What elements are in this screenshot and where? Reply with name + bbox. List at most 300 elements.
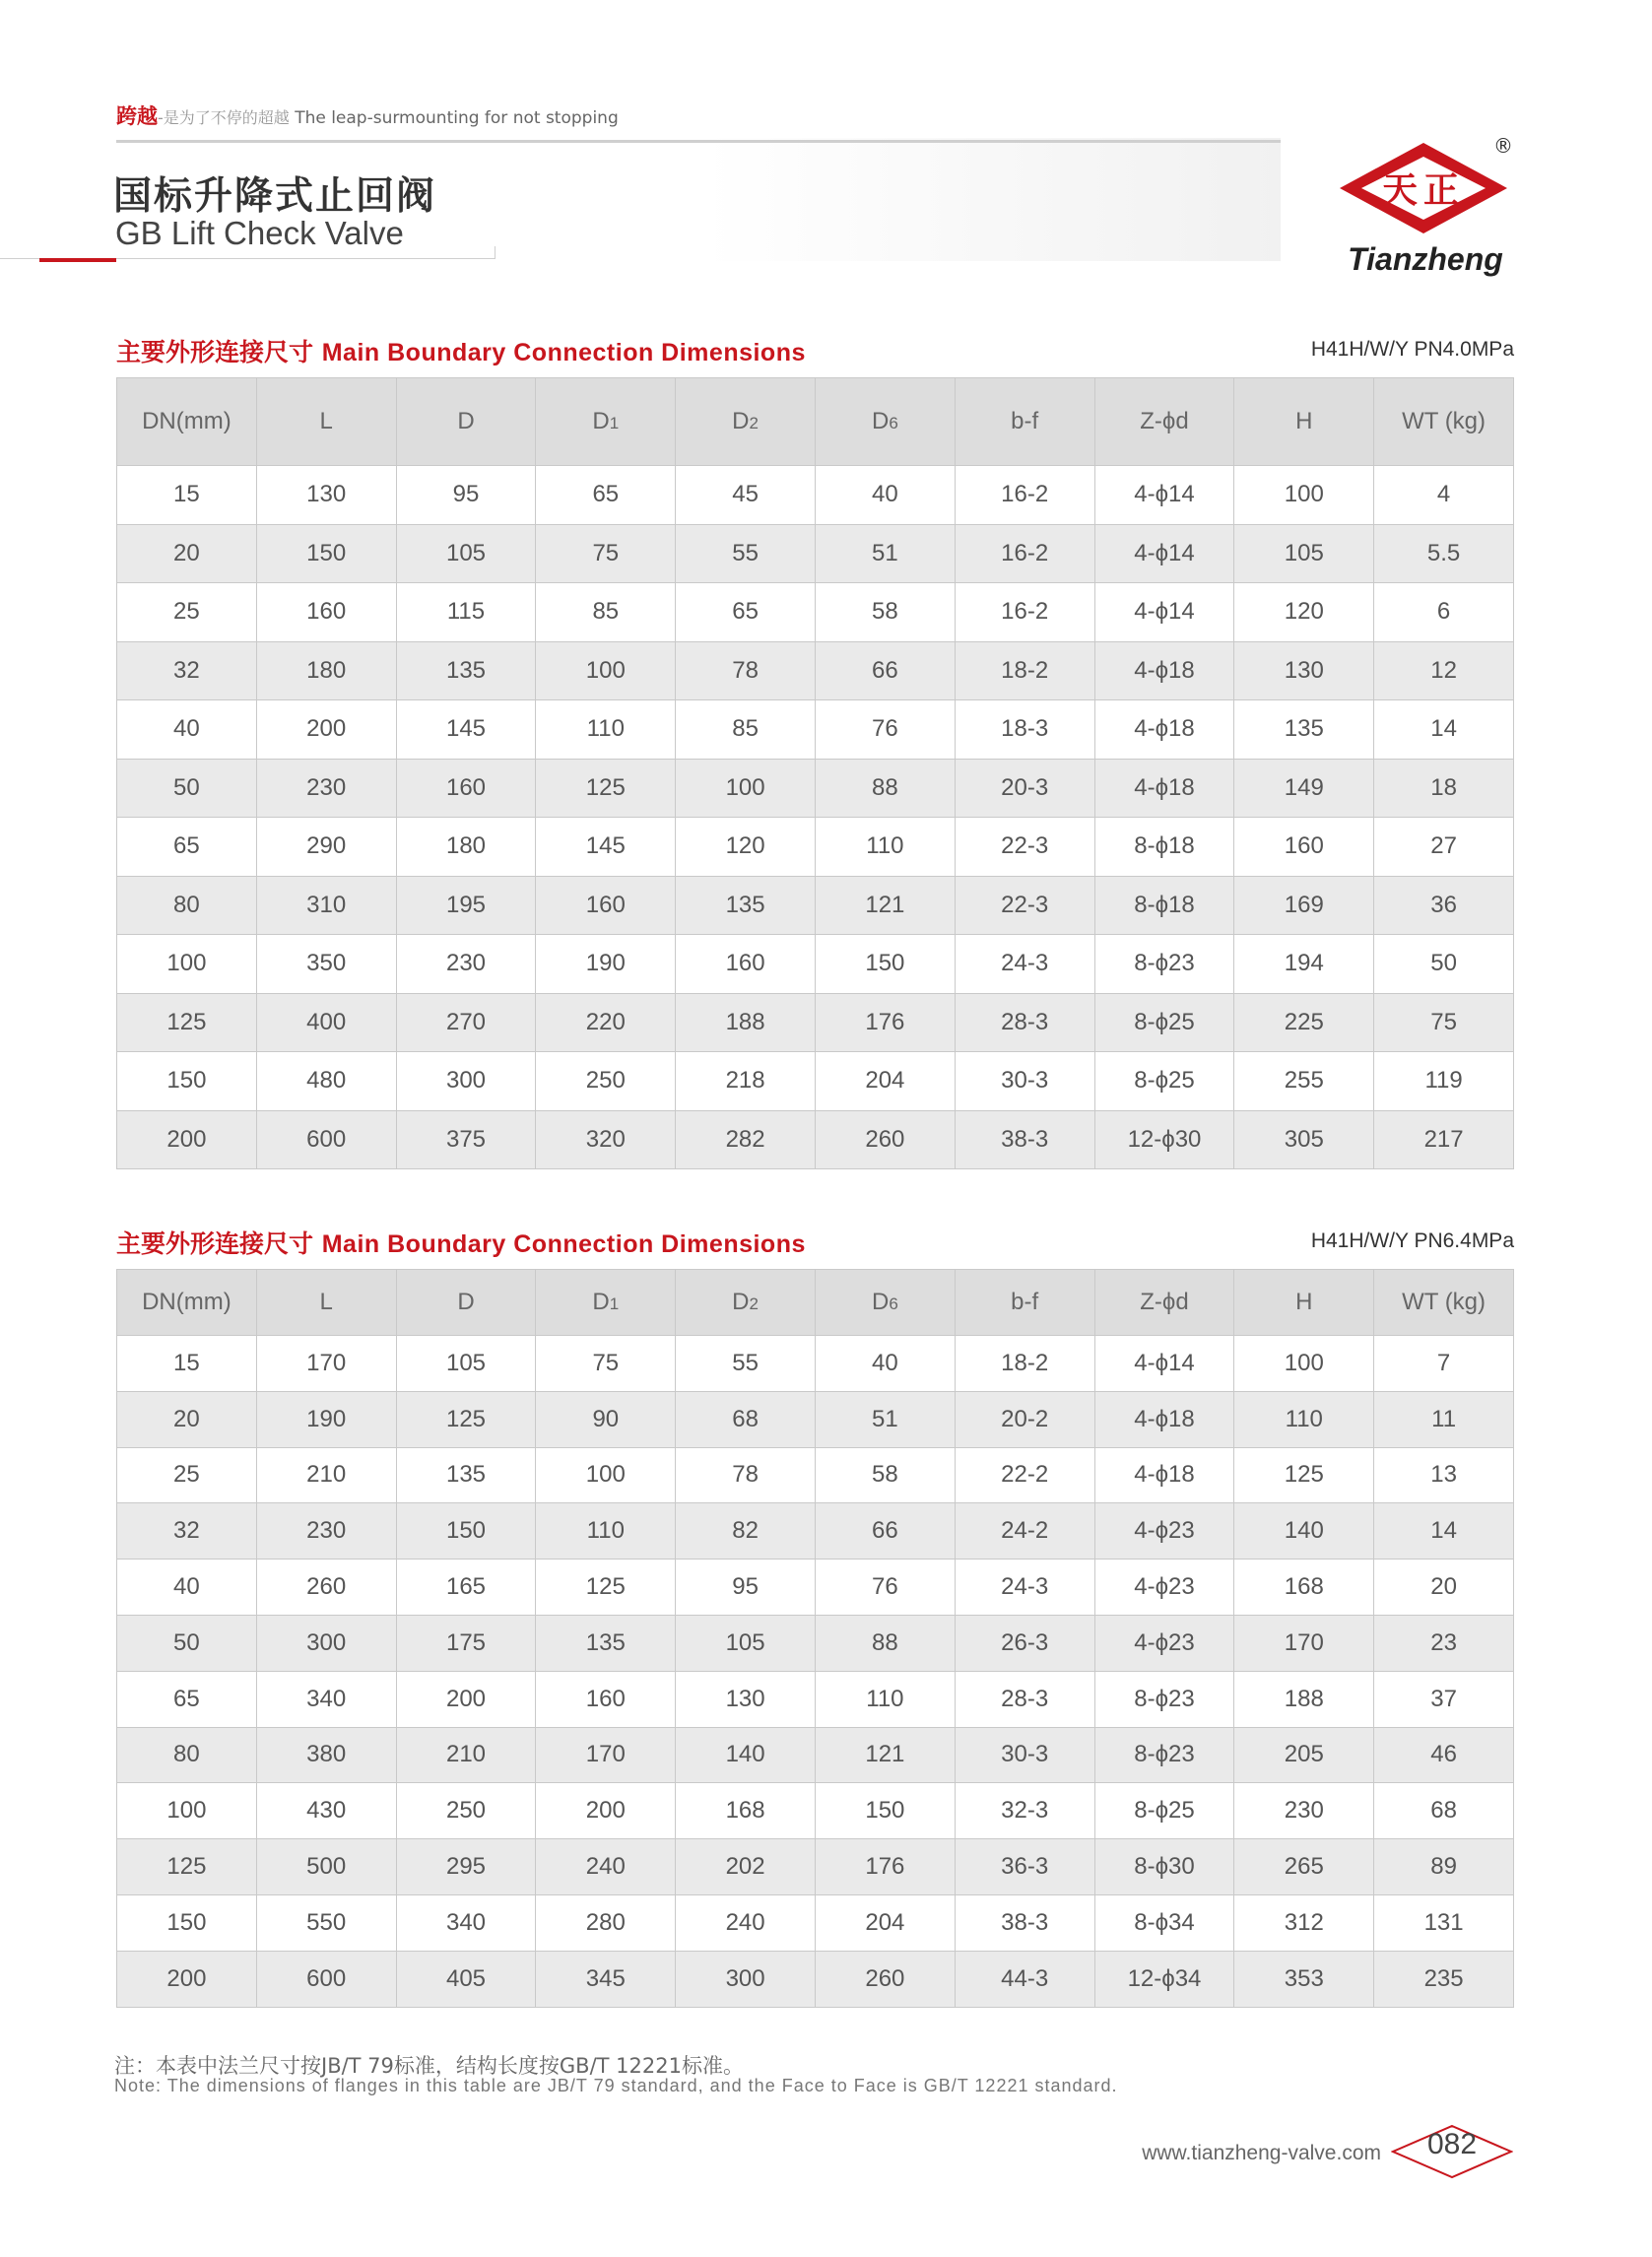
table-cell: 140 xyxy=(1234,1503,1374,1560)
table-cell: 430 xyxy=(256,1783,396,1839)
table-cell: 40 xyxy=(117,1560,257,1616)
table-cell: 204 xyxy=(815,1894,955,1951)
table-cell: 18-3 xyxy=(955,700,1094,760)
table-cell: 130 xyxy=(1234,641,1374,700)
table-cell: 160 xyxy=(1234,818,1374,877)
table-row xyxy=(117,1052,1514,1111)
table-cell: 160 xyxy=(256,583,396,642)
table-cell: 18 xyxy=(1374,759,1514,818)
table-cell: 40 xyxy=(815,1336,955,1392)
table-cell: 160 xyxy=(536,876,676,935)
table-cell: 188 xyxy=(1234,1671,1374,1727)
table-cell: 44-3 xyxy=(955,1951,1094,2007)
model-label-pn40: H41H/W/Y PN4.0MPa xyxy=(1310,338,1514,361)
table-cell: 75 xyxy=(536,524,676,583)
col-dn: DN(mm) xyxy=(117,378,257,466)
table-cell: 400 xyxy=(256,993,396,1052)
table-cell: 135 xyxy=(396,641,536,700)
table-cell: 22-2 xyxy=(955,1447,1094,1503)
table-cell: 145 xyxy=(396,700,536,760)
table-cell: 130 xyxy=(676,1671,816,1727)
table-cell: 168 xyxy=(676,1783,816,1839)
table-cell: 32-3 xyxy=(955,1783,1094,1839)
table-cell: 82 xyxy=(676,1503,816,1560)
table-row xyxy=(117,818,1514,877)
table-cell: 4-ϕ23 xyxy=(1094,1615,1234,1671)
table-cell: 600 xyxy=(256,1951,396,2007)
table-cell: 37 xyxy=(1374,1671,1514,1727)
table-cell: 28-3 xyxy=(955,993,1094,1052)
table-cell: 270 xyxy=(396,993,536,1052)
table-cell: 23 xyxy=(1374,1615,1514,1671)
table-row xyxy=(117,1615,1514,1671)
table-cell: 115 xyxy=(396,583,536,642)
page-title-en: GB Lift Check Valve xyxy=(115,215,404,251)
table-cell: 200 xyxy=(117,1951,257,2007)
table-cell: 150 xyxy=(256,524,396,583)
table-cell: 75 xyxy=(1374,993,1514,1052)
col-d6: D6 xyxy=(815,1270,955,1336)
table-cell: 15 xyxy=(117,466,257,525)
slogan-highlight: 跨越 xyxy=(116,104,158,128)
table-cell: 50 xyxy=(1374,935,1514,994)
table-cell: 200 xyxy=(117,1110,257,1169)
table-cell: 8-ϕ23 xyxy=(1094,1727,1234,1783)
table-cell: 27 xyxy=(1374,818,1514,877)
table-cell: 125 xyxy=(1234,1447,1374,1503)
table-cell: 145 xyxy=(536,818,676,877)
section-title-cn: 主要外形连接尺寸 xyxy=(116,338,314,366)
table-cell: 340 xyxy=(396,1894,536,1951)
table-cell: 210 xyxy=(256,1447,396,1503)
table-cell: 89 xyxy=(1374,1839,1514,1895)
table-cell: 75 xyxy=(536,1336,676,1392)
table-cell: 85 xyxy=(676,700,816,760)
table-cell: 140 xyxy=(676,1727,816,1783)
title-accent-bar xyxy=(39,258,116,262)
note-cn: 注：本表中法兰尺寸按JB/T 79标准，结构长度按GB/T 12221标准。 xyxy=(114,2054,744,2078)
table-cell: 65 xyxy=(117,818,257,877)
table-cell: 200 xyxy=(396,1671,536,1727)
table-cell: 26-3 xyxy=(955,1615,1094,1671)
table-cell: 50 xyxy=(117,1615,257,1671)
table-cell: 150 xyxy=(815,1783,955,1839)
table-cell: 160 xyxy=(676,935,816,994)
table-cell: 125 xyxy=(396,1391,536,1447)
table-cell: 100 xyxy=(117,1783,257,1839)
col-zd: Z-ϕd xyxy=(1094,1270,1234,1336)
table-cell: 150 xyxy=(815,935,955,994)
table-cell: 20-3 xyxy=(955,759,1094,818)
table-cell: 8-ϕ23 xyxy=(1094,935,1234,994)
table-cell: 194 xyxy=(1234,935,1374,994)
table-cell: 40 xyxy=(117,700,257,760)
table-cell: 250 xyxy=(396,1783,536,1839)
table-cell: 135 xyxy=(396,1447,536,1503)
table-cell: 150 xyxy=(117,1894,257,1951)
table-cell: 55 xyxy=(676,524,816,583)
table-cell: 36 xyxy=(1374,876,1514,935)
slogan-en: The leap-surmounting for not stopping xyxy=(295,108,619,128)
table-header-row xyxy=(117,378,1514,466)
table-body-pn64 xyxy=(117,1336,1514,2008)
table-cell: 4-ϕ23 xyxy=(1094,1560,1234,1616)
col-d: D xyxy=(396,1270,536,1336)
slogan-cn: -是为了不停的超越 xyxy=(158,108,290,127)
table-cell: 20 xyxy=(117,524,257,583)
table-cell: 8-ϕ25 xyxy=(1094,1052,1234,1111)
table-row xyxy=(117,1110,1514,1169)
table-row xyxy=(117,1839,1514,1895)
table-cell: 51 xyxy=(815,1391,955,1447)
table-cell: 100 xyxy=(536,641,676,700)
table-cell: 22-3 xyxy=(955,818,1094,877)
table-cell: 16-2 xyxy=(955,524,1094,583)
table-cell: 4-ϕ18 xyxy=(1094,1391,1234,1447)
table-cell: 225 xyxy=(1234,993,1374,1052)
col-d6: D6 xyxy=(815,378,955,466)
table-cell: 55 xyxy=(676,1336,816,1392)
table-cell: 16-2 xyxy=(955,583,1094,642)
col-zd: Z-ϕd xyxy=(1094,378,1234,466)
table-cell: 38-3 xyxy=(955,1110,1094,1169)
table-cell: 165 xyxy=(396,1560,536,1616)
section-title-cn: 主要外形连接尺寸 xyxy=(116,1229,314,1258)
table-cell: 65 xyxy=(117,1671,257,1727)
table-cell: 345 xyxy=(536,1951,676,2007)
table-cell: 120 xyxy=(1234,583,1374,642)
title-underline-tick xyxy=(495,246,496,259)
table-cell: 121 xyxy=(815,876,955,935)
table-cell: 14 xyxy=(1374,1503,1514,1560)
table-cell: 85 xyxy=(536,583,676,642)
table-cell: 28-3 xyxy=(955,1671,1094,1727)
table-cell: 88 xyxy=(815,1615,955,1671)
table-cell: 100 xyxy=(536,1447,676,1503)
table-cell: 24-2 xyxy=(955,1503,1094,1560)
table-cell: 80 xyxy=(117,1727,257,1783)
header-slogan xyxy=(116,100,619,130)
table-cell: 110 xyxy=(815,1671,955,1727)
section-title-en: Main Boundary Connection Dimensions xyxy=(321,339,806,366)
table-cell: 5.5 xyxy=(1374,524,1514,583)
col-l: L xyxy=(256,1270,396,1336)
table-cell: 200 xyxy=(536,1783,676,1839)
table-cell: 353 xyxy=(1234,1951,1374,2007)
table-cell: 45 xyxy=(676,466,816,525)
table-cell: 190 xyxy=(256,1391,396,1447)
table-cell: 300 xyxy=(396,1052,536,1111)
table-cell: 8-ϕ30 xyxy=(1094,1839,1234,1895)
table-row xyxy=(117,993,1514,1052)
table-cell: 375 xyxy=(396,1110,536,1169)
table-cell: 190 xyxy=(536,935,676,994)
table-cell: 78 xyxy=(676,1447,816,1503)
table-cell: 149 xyxy=(1234,759,1374,818)
table-cell: 30-3 xyxy=(955,1727,1094,1783)
table-cell: 65 xyxy=(676,583,816,642)
table-cell: 119 xyxy=(1374,1052,1514,1111)
table-cell: 88 xyxy=(815,759,955,818)
table-cell: 51 xyxy=(815,524,955,583)
table-cell: 188 xyxy=(676,993,816,1052)
table-cell: 250 xyxy=(536,1052,676,1111)
table-cell: 280 xyxy=(536,1894,676,1951)
table-cell: 160 xyxy=(396,759,536,818)
table-cell: 176 xyxy=(815,993,955,1052)
table-cell: 22-3 xyxy=(955,876,1094,935)
table-cell: 105 xyxy=(1234,524,1374,583)
table-cell: 8-ϕ23 xyxy=(1094,1671,1234,1727)
table-cell: 168 xyxy=(1234,1560,1374,1616)
table-cell: 12 xyxy=(1374,641,1514,700)
table-row xyxy=(117,700,1514,760)
table-cell: 105 xyxy=(396,1336,536,1392)
table-cell: 32 xyxy=(117,641,257,700)
table-cell: 105 xyxy=(396,524,536,583)
table-row xyxy=(117,759,1514,818)
table-cell: 20 xyxy=(117,1391,257,1447)
table-cell: 260 xyxy=(256,1560,396,1616)
table-cell: 290 xyxy=(256,818,396,877)
table-cell: 100 xyxy=(676,759,816,818)
table-cell: 76 xyxy=(815,700,955,760)
table-cell: 4-ϕ14 xyxy=(1094,1336,1234,1392)
page-number: 082 xyxy=(1426,2128,1478,2160)
table-cell: 4-ϕ23 xyxy=(1094,1503,1234,1560)
table-cell: 260 xyxy=(815,1110,955,1169)
table-cell: 235 xyxy=(1374,1951,1514,2007)
col-bf: b-f xyxy=(955,378,1094,466)
table-cell: 40 xyxy=(815,466,955,525)
col-dn: DN(mm) xyxy=(117,1270,257,1336)
table-row xyxy=(117,1727,1514,1783)
table-cell: 76 xyxy=(815,1560,955,1616)
table-cell: 202 xyxy=(676,1839,816,1895)
table-cell: 195 xyxy=(396,876,536,935)
model-label-pn64: H41H/W/Y PN6.4MPa xyxy=(1310,1229,1514,1252)
table-cell: 8-ϕ18 xyxy=(1094,818,1234,877)
table-body-pn40 xyxy=(117,466,1514,1169)
table-cell: 175 xyxy=(396,1615,536,1671)
table-cell: 295 xyxy=(396,1839,536,1895)
table-cell: 100 xyxy=(1234,1336,1374,1392)
table-row xyxy=(117,1560,1514,1616)
table-cell: 11 xyxy=(1374,1391,1514,1447)
table-cell: 4-ϕ14 xyxy=(1094,583,1234,642)
table-cell: 58 xyxy=(815,1447,955,1503)
table-cell: 210 xyxy=(396,1727,536,1783)
table-cell: 4 xyxy=(1374,466,1514,525)
table-cell: 135 xyxy=(1234,700,1374,760)
section-title-en: Main Boundary Connection Dimensions xyxy=(321,1230,806,1258)
col-h: H xyxy=(1234,1270,1374,1336)
table-cell: 68 xyxy=(676,1391,816,1447)
table-cell: 350 xyxy=(256,935,396,994)
table-row xyxy=(117,1951,1514,2007)
table-cell: 65 xyxy=(536,466,676,525)
col-d: D xyxy=(396,378,536,466)
table-cell: 4-ϕ14 xyxy=(1094,524,1234,583)
table-cell: 230 xyxy=(256,1503,396,1560)
table-cell: 66 xyxy=(815,641,955,700)
table-cell: 135 xyxy=(536,1615,676,1671)
table-cell: 58 xyxy=(815,583,955,642)
table-row xyxy=(117,466,1514,525)
table-cell: 125 xyxy=(536,759,676,818)
table-cell: 180 xyxy=(256,641,396,700)
table-cell: 4-ϕ18 xyxy=(1094,700,1234,760)
table-cell: 50 xyxy=(117,759,257,818)
col-d1: D1 xyxy=(536,1270,676,1336)
table-cell: 4-ϕ18 xyxy=(1094,759,1234,818)
table-cell: 170 xyxy=(256,1336,396,1392)
col-d2: D2 xyxy=(676,1270,816,1336)
table-cell: 68 xyxy=(1374,1783,1514,1839)
table-cell: 18-2 xyxy=(955,1336,1094,1392)
page-title-cn: 国标升降式止回阀 xyxy=(113,174,437,219)
logo-wordmark: Tianzheng xyxy=(1348,241,1503,277)
table-cell: 230 xyxy=(396,935,536,994)
col-l: L xyxy=(256,378,396,466)
table-cell: 600 xyxy=(256,1110,396,1169)
col-d1: D1 xyxy=(536,378,676,466)
col-bf: b-f xyxy=(955,1270,1094,1336)
table-row xyxy=(117,524,1514,583)
table-cell: 38-3 xyxy=(955,1894,1094,1951)
table-cell: 20-2 xyxy=(955,1391,1094,1447)
table-row xyxy=(117,583,1514,642)
table-cell: 260 xyxy=(815,1951,955,2007)
table-cell: 240 xyxy=(536,1839,676,1895)
logo-mark-text: 天正 xyxy=(1381,170,1466,211)
table-cell: 24-3 xyxy=(955,1560,1094,1616)
table-cell: 16-2 xyxy=(955,466,1094,525)
table-cell: 380 xyxy=(256,1727,396,1783)
section-title-pn64 xyxy=(116,1225,806,1260)
table-cell: 32 xyxy=(117,1503,257,1560)
table-cell: 24-3 xyxy=(955,935,1094,994)
table-cell: 218 xyxy=(676,1052,816,1111)
table-cell: 230 xyxy=(256,759,396,818)
col-d2: D2 xyxy=(676,378,816,466)
table-cell: 305 xyxy=(1234,1110,1374,1169)
table-cell: 12-ϕ34 xyxy=(1094,1951,1234,2007)
section-title-pn40 xyxy=(116,333,806,368)
table-row xyxy=(117,876,1514,935)
table-cell: 312 xyxy=(1234,1894,1374,1951)
table-cell: 30-3 xyxy=(955,1052,1094,1111)
table-cell: 25 xyxy=(117,583,257,642)
table-row xyxy=(117,1671,1514,1727)
table-cell: 230 xyxy=(1234,1783,1374,1839)
table-row xyxy=(117,1783,1514,1839)
table-cell: 170 xyxy=(536,1727,676,1783)
table-cell: 310 xyxy=(256,876,396,935)
table-cell: 121 xyxy=(815,1727,955,1783)
table-cell: 125 xyxy=(117,993,257,1052)
table-cell: 265 xyxy=(1234,1839,1374,1895)
table-cell: 4-ϕ18 xyxy=(1094,1447,1234,1503)
table-cell: 6 xyxy=(1374,583,1514,642)
table-cell: 8-ϕ18 xyxy=(1094,876,1234,935)
table-cell: 204 xyxy=(815,1052,955,1111)
table-cell: 205 xyxy=(1234,1727,1374,1783)
table-row xyxy=(117,641,1514,700)
table-cell: 480 xyxy=(256,1052,396,1111)
table-cell: 340 xyxy=(256,1671,396,1727)
table-cell: 550 xyxy=(256,1894,396,1951)
table-cell: 169 xyxy=(1234,876,1374,935)
table-row xyxy=(117,1391,1514,1447)
table-cell: 105 xyxy=(676,1615,816,1671)
table-cell: 20 xyxy=(1374,1560,1514,1616)
table-cell: 4-ϕ18 xyxy=(1094,641,1234,700)
col-wt: WT (kg) xyxy=(1374,1270,1514,1336)
table-row xyxy=(117,1503,1514,1560)
table-cell: 300 xyxy=(676,1951,816,2007)
table-cell: 4-ϕ14 xyxy=(1094,466,1234,525)
table-cell: 8-ϕ25 xyxy=(1094,1783,1234,1839)
table-cell: 95 xyxy=(676,1560,816,1616)
dimension-table-pn64 xyxy=(116,1269,1514,2008)
table-cell: 200 xyxy=(256,700,396,760)
registered-mark: ® xyxy=(1493,134,1513,158)
table-cell: 125 xyxy=(117,1839,257,1895)
table-cell: 120 xyxy=(676,818,816,877)
table-cell: 100 xyxy=(117,935,257,994)
table-cell: 90 xyxy=(536,1391,676,1447)
table-cell: 18-2 xyxy=(955,641,1094,700)
table-cell: 255 xyxy=(1234,1052,1374,1111)
table-cell: 46 xyxy=(1374,1727,1514,1783)
table-cell: 110 xyxy=(1234,1391,1374,1447)
table-cell: 8-ϕ25 xyxy=(1094,993,1234,1052)
table-cell: 15 xyxy=(117,1336,257,1392)
table-header-row xyxy=(117,1270,1514,1336)
header-rule xyxy=(116,140,1281,143)
table-cell: 110 xyxy=(536,1503,676,1560)
table-cell: 80 xyxy=(117,876,257,935)
table-cell: 320 xyxy=(536,1110,676,1169)
table-cell: 176 xyxy=(815,1839,955,1895)
table-cell: 282 xyxy=(676,1110,816,1169)
table-cell: 180 xyxy=(396,818,536,877)
table-cell: 135 xyxy=(676,876,816,935)
table-cell: 14 xyxy=(1374,700,1514,760)
table-cell: 500 xyxy=(256,1839,396,1895)
table-cell: 240 xyxy=(676,1894,816,1951)
table-cell: 95 xyxy=(396,466,536,525)
table-cell: 150 xyxy=(396,1503,536,1560)
table-cell: 78 xyxy=(676,641,816,700)
col-wt: WT (kg) xyxy=(1374,378,1514,466)
table-cell: 12-ϕ30 xyxy=(1094,1110,1234,1169)
note-en: Note: The dimensions of flanges in this table are JB/T 79 standard, and the Face to Face is GB/T 12221 standard. xyxy=(114,2076,1118,2095)
table-cell: 25 xyxy=(117,1447,257,1503)
table-cell: 130 xyxy=(256,466,396,525)
table-cell: 170 xyxy=(1234,1615,1374,1671)
table-cell: 220 xyxy=(536,993,676,1052)
table-cell: 7 xyxy=(1374,1336,1514,1392)
table-row xyxy=(117,1447,1514,1503)
table-cell: 300 xyxy=(256,1615,396,1671)
footer-url: www.tianzheng-valve.com xyxy=(1142,2142,1381,2164)
table-row xyxy=(117,1336,1514,1392)
table-cell: 110 xyxy=(815,818,955,877)
table-row xyxy=(117,1894,1514,1951)
col-h: H xyxy=(1234,378,1374,466)
